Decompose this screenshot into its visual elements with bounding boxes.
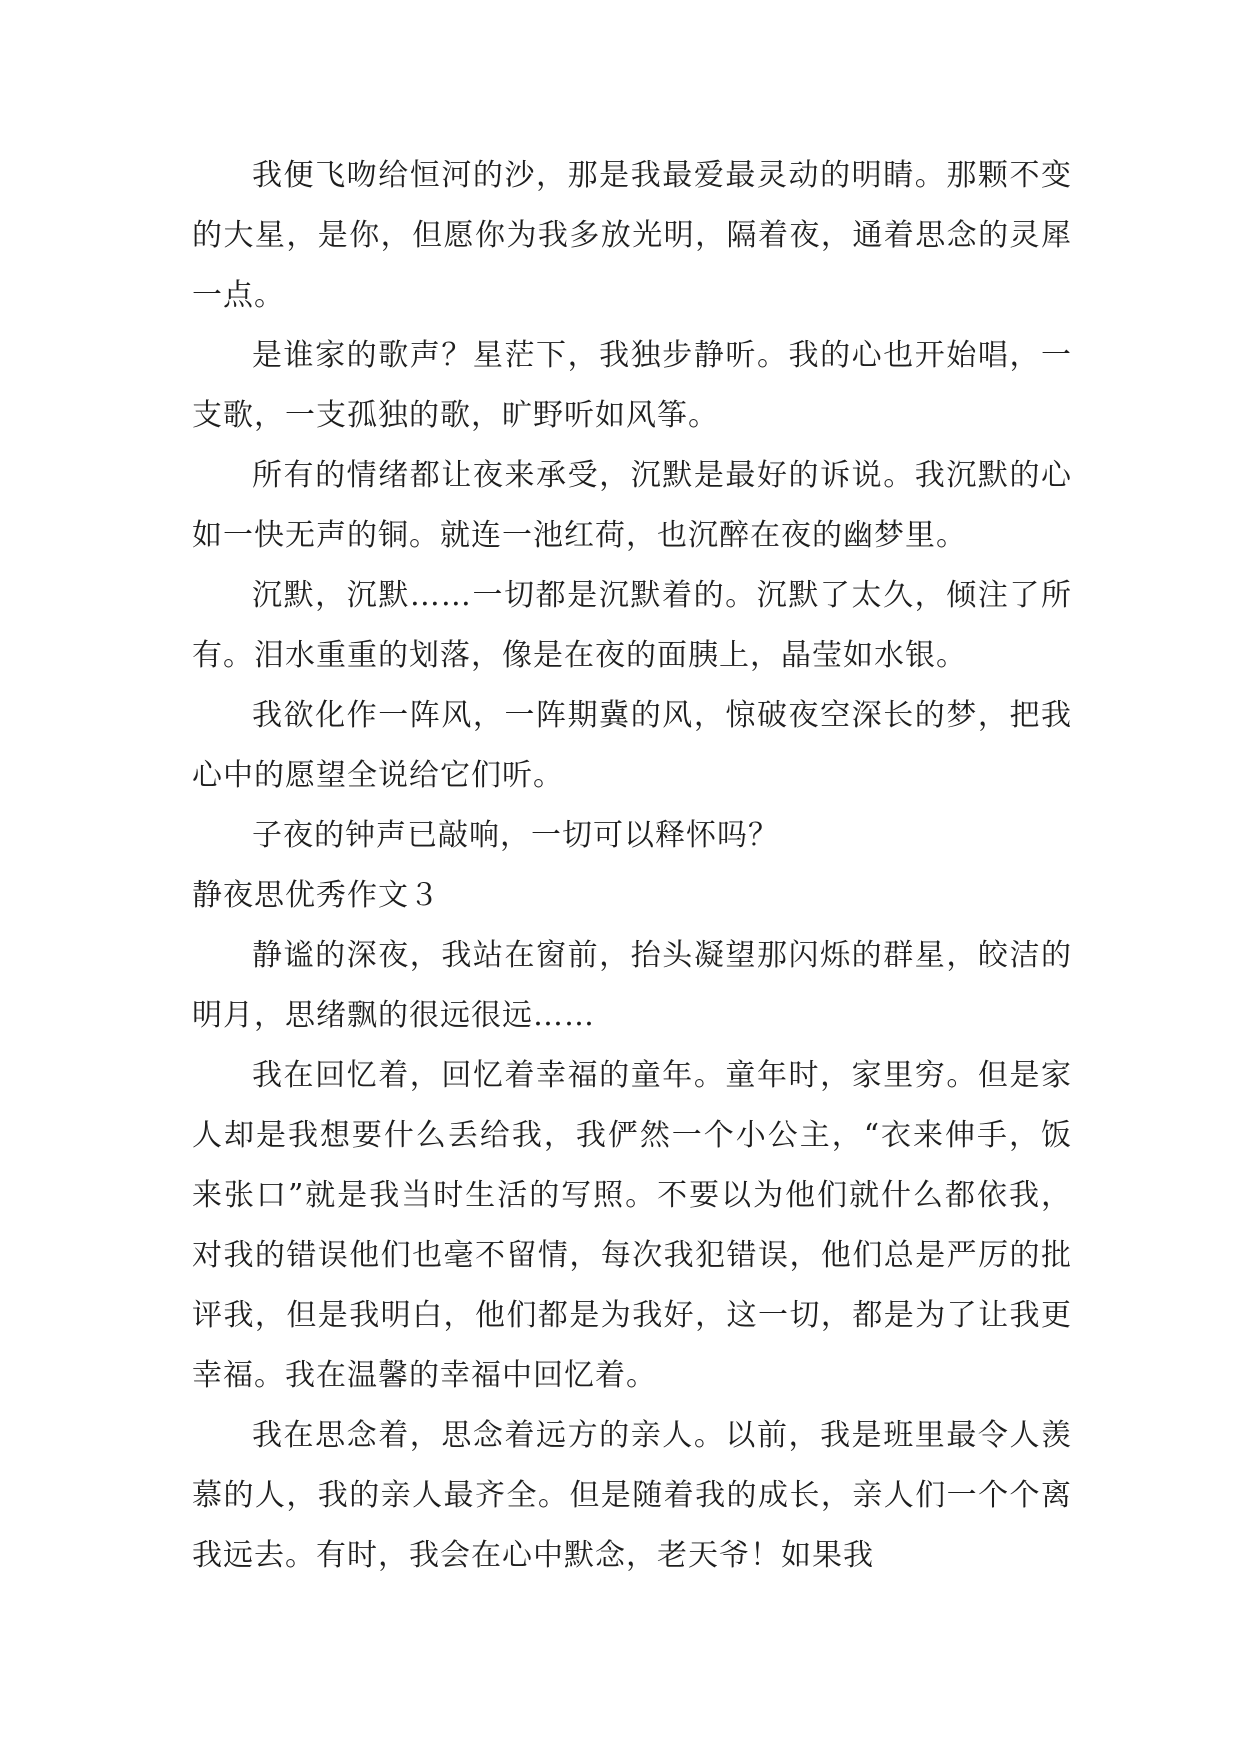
section-title: 静夜思优秀作文３	[192, 878, 440, 913]
paragraph: 子夜的钟声已敲响，一切可以释怀吗？	[252, 818, 779, 853]
paragraph: 是谁家的歌声？星茫下，我独步静听。我的心也开始唱，一支歌，一支孤独的歌，旷野听如风筝。	[192, 338, 1072, 433]
paragraph: 所有的情绪都让夜来承受，沉默是最好的诉说。我沉默的心如一快无声的铜。就连一池红荷，也沉醉在夜的幽梦里。	[192, 458, 1072, 553]
paragraph: 我便飞吻给恒河的沙，那是我最爱最灵动的明睛。那颗不变的大星，是你，但愿你为我多放光明，隔着夜，通着思念的灵犀一点。	[192, 158, 1072, 313]
paragraph: 我欲化作一阵风，一阵期冀的风，惊破夜空深长的梦，把我心中的愿望全说给它们听。	[192, 698, 1072, 793]
paragraph: 静谧的深夜，我站在窗前，抬头凝望那闪烁的群星，皎洁的明月，思绪飘的很远很远……	[192, 938, 1072, 1033]
paragraph: 沉默，沉默……一切都是沉默着的。沉默了太久，倾注了所有。泪水重重的划落，像是在夜的面胰上，晶莹如水银。	[192, 578, 1072, 673]
document-page	[192, 146, 1072, 1586]
paragraph: 我在思念着，思念着远方的亲人。以前，我是班里最令人羡慕的人，我的亲人最齐全。但是随着我的成长，亲人们一个个离我远去。有时，我会在心中默念，老天爷！如果我	[192, 1418, 1072, 1573]
paragraph: 我在回忆着，回忆着幸福的童年。童年时，家里穷。但是家人却是我想要什么丢给我，我俨然一个小公主，“衣来伸手，饭来张口”就是我当时生活的写照。不要以为他们就什么都依我，对我的错误他们也毫不留情，每次我犯错误，他们总是严厉的批评我，但是我明白，他们都是为我好，这一切，都是为了让我更幸福。我在温馨的幸福中回忆着。	[192, 1058, 1072, 1393]
